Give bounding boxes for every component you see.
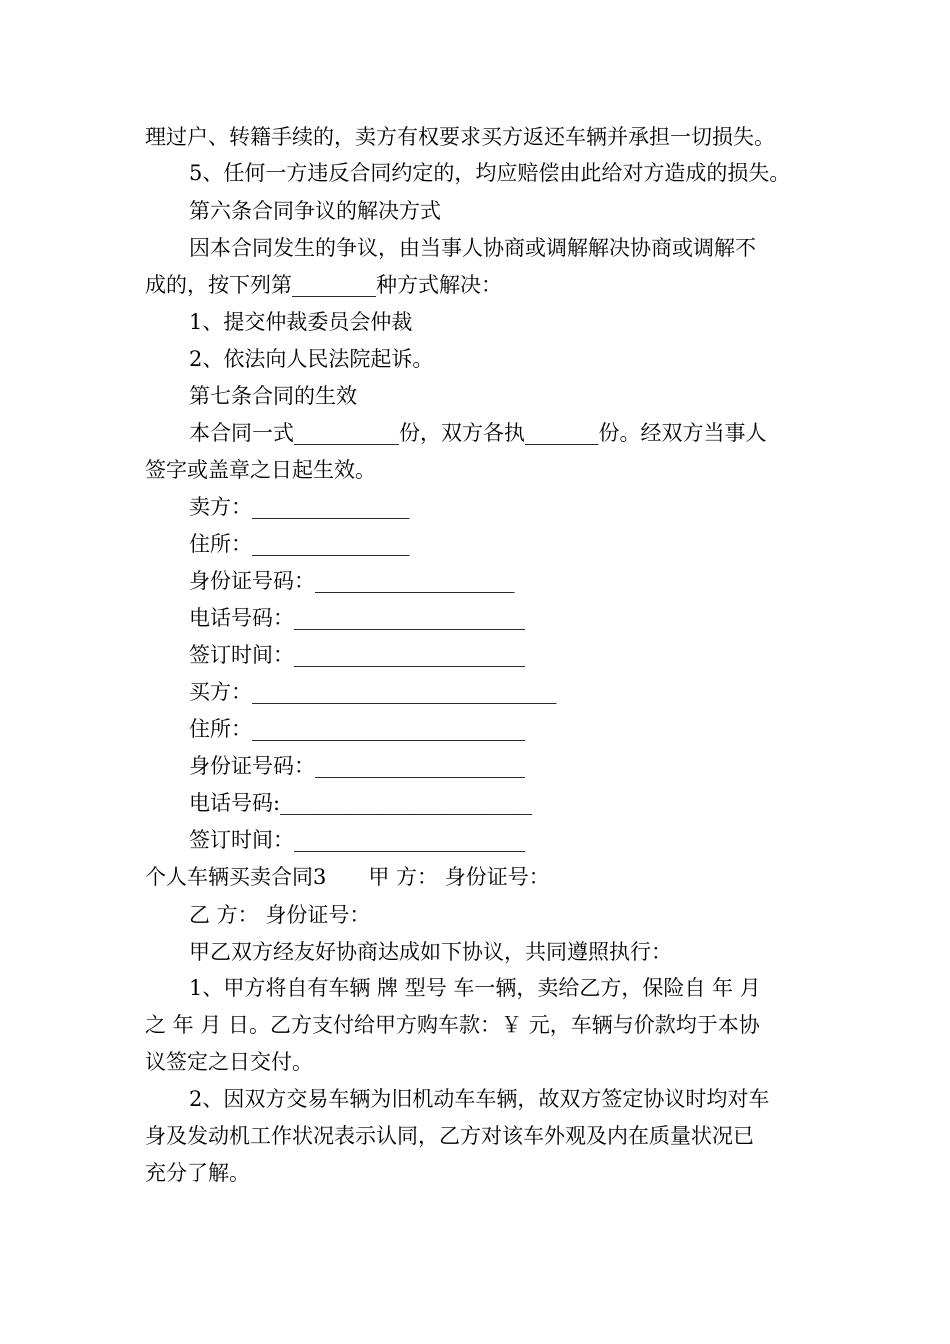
paragraph-line: 理过户、转籍手续的，卖方有权要求买方返还车辆并承担一切损失。 <box>145 125 775 149</box>
seller-id-field: 身份证号码：___________________ <box>189 569 515 593</box>
paragraph-line: 因本合同发生的争议，由当事人协商或调解解决协商或调解不 <box>189 236 756 260</box>
option-2-line: 2、依法向人民法院起诉。 <box>189 347 434 371</box>
clause-5-line: 5、任何一方违反合同约定的，均应赔偿由此给对方造成的损失。 <box>189 161 791 185</box>
paragraph-line: 身及发动机工作状况表示认同，乙方对该车外观及内在质量状况已 <box>145 1124 754 1148</box>
seller-sign-date-field: 签订时间：______________________ <box>189 643 525 667</box>
paragraph-line: 本合同一式__________份，双方各执_______份。经双方当事人 <box>189 421 767 445</box>
article-7-heading: 第七条合同的生效 <box>189 384 357 408</box>
contract-3-title: 个人车辆买卖合同3 甲 方： 身份证号： <box>145 865 550 889</box>
clause-2-line: 2、因双方交易车辆为旧机动车车辆，故双方签定协议时均对车 <box>189 1087 770 1111</box>
seller-address-field: 住所：_______________ <box>189 532 410 556</box>
clause-1-line: 1、甲方将自有车辆 牌 型号 车一辆，卖给乙方，保险自 年 月 <box>189 976 761 1000</box>
seller-phone-field: 电话号码：______________________ <box>189 606 525 630</box>
buyer-address-field: 住所：__________________________ <box>189 717 525 741</box>
paragraph-line: 甲乙双方经友好协商达成如下协议，共同遵照执行： <box>189 940 672 964</box>
paragraph-line: 之 年 月 日。乙方支付给甲方购车款：￥ 元，车辆与价款均于本协 <box>145 1013 760 1037</box>
paragraph-line: 成的，按下列第________种方式解决： <box>145 273 502 297</box>
buyer-id-field: 身份证号码：____________________ <box>189 754 525 778</box>
option-1-line: 1、提交仲裁委员会仲裁 <box>189 310 413 334</box>
seller-field: 卖方：_______________ <box>189 495 410 519</box>
buyer-field: 买方：_____________________________ <box>189 680 557 704</box>
paragraph-line: 议签定之日交付。 <box>145 1050 313 1074</box>
buyer-sign-date-field: 签订时间：______________________ <box>189 828 525 852</box>
paragraph-line: 签字或盖章之日起生效。 <box>145 458 376 482</box>
paragraph-line: 充分了解。 <box>145 1161 250 1185</box>
party-b-line: 乙 方： 身份证号： <box>189 903 371 927</box>
article-6-heading: 第六条合同争议的解决方式 <box>189 199 441 223</box>
buyer-phone-field: 电话号码:________________________ <box>189 791 533 815</box>
